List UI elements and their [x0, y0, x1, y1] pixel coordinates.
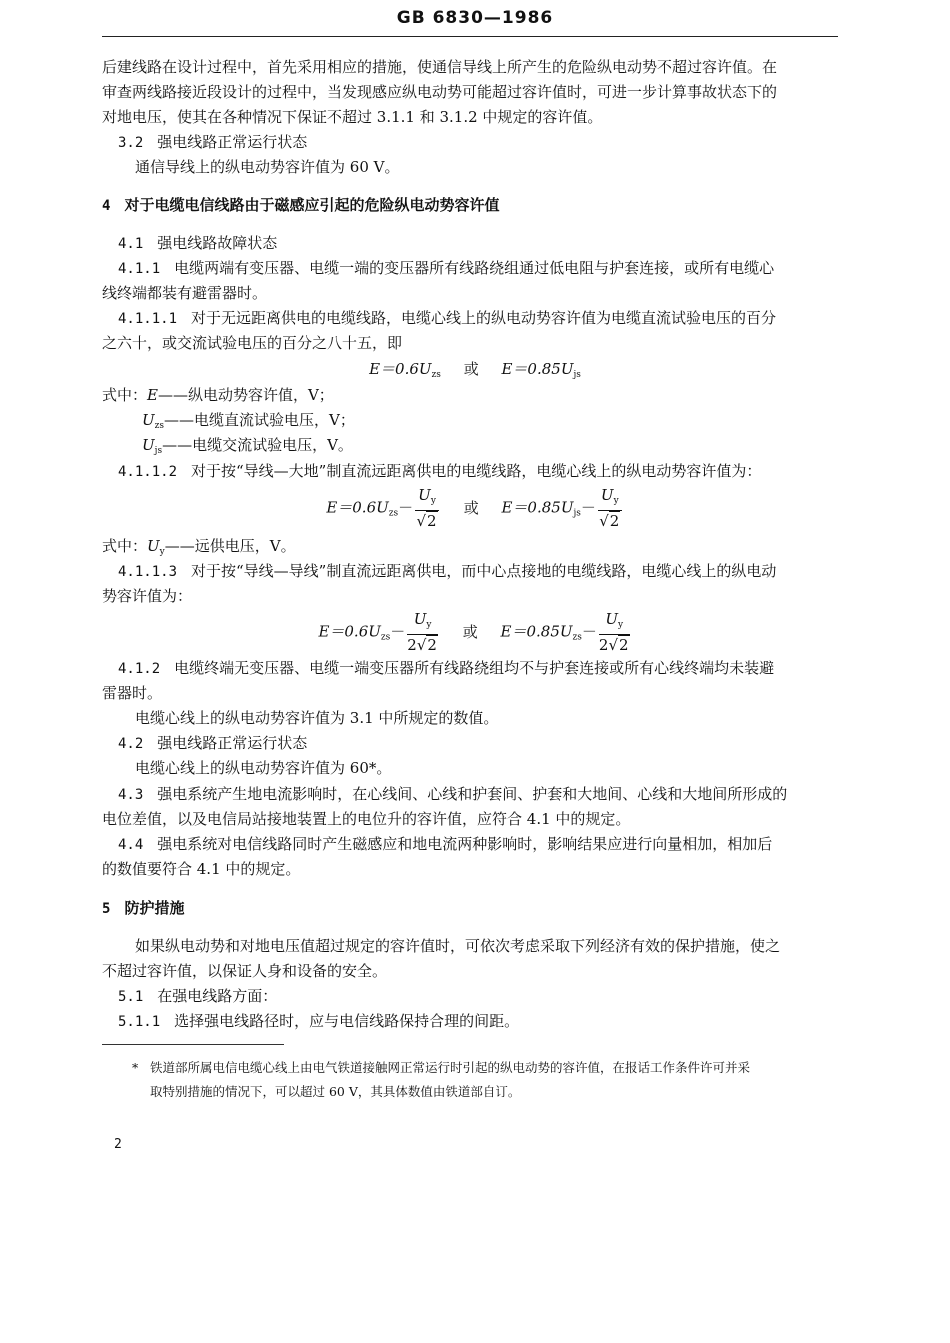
formula-minus: － — [398, 498, 414, 517]
denominator-coefficient: 2 — [598, 636, 609, 654]
footnote-rule — [102, 1044, 284, 1045]
section-title: 在强电线路方面： — [157, 987, 278, 1005]
section-number: 5.1 — [118, 989, 144, 1005]
paragraph-text: 选择强电线路径时，应与电信线路保持合理的间距。 — [174, 1012, 520, 1030]
sqrt-radicand: 2 — [619, 636, 629, 654]
section-4-1-1-2-line-1 — [118, 461, 761, 482]
section-5-line-2: 不超过容许值，以保证人身和设备的安全。 — [102, 962, 388, 980]
symbol-subscript: y — [613, 496, 619, 506]
symbol: U — [413, 610, 427, 628]
page-number: 2 — [114, 1137, 122, 1152]
symbol-subscript: js — [154, 446, 163, 456]
section-number: 3.2 — [118, 135, 144, 151]
section-5-1-1 — [118, 1011, 519, 1032]
where-line-e — [102, 385, 334, 405]
fraction-numerator — [407, 610, 438, 635]
section-4-2-text: 电缆心线上的纵电动势容许值为 60*。 — [135, 759, 392, 777]
symbol: U — [147, 537, 160, 555]
symbol-subscript: y — [430, 496, 436, 506]
section-4-1-2-line-1 — [118, 658, 774, 679]
symbol: U — [418, 486, 431, 504]
where-line-ujs — [142, 435, 353, 461]
symbol: U — [142, 436, 155, 454]
where-line-uy — [102, 536, 296, 562]
section-5-line-1: 如果纵电动势和对地电压值超过规定的容许值时，可依次考虑采取下列经济有效的保护措施，使之 — [135, 937, 781, 955]
formula-or: 或 — [462, 622, 478, 641]
section-title: 强电线路故障状态 — [157, 234, 278, 252]
symbol-subscript: y — [159, 547, 165, 557]
symbol: U — [600, 486, 614, 504]
fraction-denominator: √2 — [416, 512, 437, 530]
symbol-subscript: y — [426, 620, 432, 630]
sqrt-radicand: 2 — [427, 512, 437, 530]
section-5-1-heading — [118, 986, 277, 1007]
where-line-uzs — [142, 410, 355, 436]
formula-left: E＝0.6U — [369, 360, 432, 378]
formula-subscript: zs — [431, 370, 441, 380]
fraction-numerator — [598, 486, 622, 511]
definition: ——远供电压，V。 — [164, 537, 296, 555]
section-4-1-1-1-line-1 — [118, 308, 776, 329]
symbol: U — [142, 411, 155, 429]
definition: ——纵电动势容许值，V； — [157, 386, 334, 404]
section-number: 4.1.1.1 — [118, 311, 178, 327]
section-title: 强电线路正常运行状态 — [157, 133, 308, 151]
section-title: 对于电缆电信线路由于磁感应引起的危险纵电动势容许值 — [124, 196, 500, 214]
fraction-denominator: 2√2 — [407, 636, 437, 654]
formula-left: E＝0.6U — [326, 498, 389, 517]
intro-line-3: 对地电压，使其在各种情况下保证不超过 3.1.1 和 3.1.2 中规定的容许值。 — [102, 108, 603, 126]
definition: ——电缆直流试验电压，V； — [164, 411, 355, 429]
section-number: 4.3 — [118, 787, 144, 803]
footnote-line-1: 铁道部所属电信电缆心线上由电气铁道接触网正常运行时引起的纵电动势的容许值，在报话工作条件许可并采 — [150, 1060, 751, 1075]
formula-fraction — [415, 486, 439, 531]
formula-left: E＝0.6U — [318, 622, 381, 641]
symbol: E — [147, 386, 158, 404]
denominator-coefficient: 2 — [407, 636, 417, 654]
sqrt-radicand: 2 — [427, 636, 437, 654]
section-4-1-2-line-2: 雷器时。 — [102, 684, 163, 702]
formula-fraction — [407, 610, 438, 655]
intro-line-1: 后建线路在设计过程中，首先采用相应的措施，使通信导线上所产生的危险纵电动势不超过容许值。在 — [102, 58, 778, 76]
section-number: 5.1.1 — [118, 1014, 161, 1030]
symbol: U — [605, 610, 619, 628]
section-number: 4.1.1 — [118, 261, 161, 277]
section-4-1-1-3-line-2: 势容许值为： — [102, 587, 193, 605]
section-number: 4.4 — [118, 837, 144, 853]
section-number: 4.2 — [118, 736, 144, 752]
section-number: 4.1.1.2 — [118, 464, 178, 480]
where-prefix: 式中： — [102, 537, 148, 555]
paragraph-text: 强电系统产生地电流影响时，在心线间、心线和护套间、护套和大地间、心线和大地间所形成的 — [157, 785, 788, 803]
section-4-4-line-2: 的数值要符合 4.1 中的规定。 — [102, 860, 301, 878]
formula-right: E＝0.85U — [501, 360, 574, 378]
formula-subscript: zs — [388, 508, 399, 519]
section-number: 5 — [102, 901, 111, 917]
section-4-1-1-line-1 — [118, 258, 774, 279]
footnote-line-2: 取特别措施的情况下，可以超过 60 V，其具体数值由铁道部自订。 — [150, 1084, 521, 1099]
paragraph-text: 电缆终端无变压器、电缆一端变压器所有线路绕组均不与护套连接或所有心线终端均未装避 — [174, 659, 775, 677]
paragraph-text: 电缆两端有变压器、电缆一端的变压器所有线路绕组通过低电阻与护套连接，或所有电缆心 — [174, 259, 775, 277]
formula-right: E＝0.85U — [500, 622, 573, 641]
intro-line-2: 审查两线路接近段设计的过程中，当发现感应纵电动势可能超过容许值时，可进一步计算事故状态下的 — [102, 83, 778, 101]
fraction-numerator — [599, 610, 630, 635]
section-3-2-heading — [118, 132, 307, 153]
formula-minus: － — [580, 498, 596, 517]
section-4-1-heading — [118, 233, 277, 254]
section-4-1-1-line-2: 线终端都装有避雷器时。 — [102, 284, 268, 302]
page-header: GB 6830—1986 — [396, 8, 554, 28]
footnote-mark: * — [132, 1060, 139, 1075]
formula-4-1-1-1 — [0, 358, 950, 380]
formula-right: E＝0.85U — [501, 498, 574, 517]
fraction-denominator: √2 — [599, 512, 620, 530]
section-4-3-line-1 — [118, 784, 787, 805]
section-number: 4.1 — [118, 236, 144, 252]
formula-4-1-1-3 — [0, 610, 950, 655]
formula-minus: － — [390, 622, 406, 641]
fraction-denominator: 2√2 — [598, 636, 629, 654]
formula-or: 或 — [463, 498, 479, 517]
section-4-4-line-1 — [118, 834, 772, 855]
paragraph-text: 对于无远距离供电的电缆线路，电缆心线上的纵电动势容许值为电缆直流试验电压的百分 — [191, 309, 777, 327]
section-5-heading — [102, 898, 184, 919]
symbol-subscript: y — [618, 620, 624, 630]
formula-subscript: js — [573, 370, 581, 380]
section-4-2-heading — [118, 733, 307, 754]
paragraph-text: 对于按“导线—大地”制直流远距离供电的电缆线路，电缆心线上的纵电动势容许值为： — [191, 462, 762, 480]
formula-fraction — [598, 486, 622, 531]
section-4-1-2-line-3: 电缆心线上的纵电动势容许值为 3.1 中所规定的数值。 — [135, 709, 499, 727]
section-number: 4.1.1.3 — [118, 564, 178, 580]
section-title: 防护措施 — [124, 899, 185, 917]
section-number: 4.1.2 — [118, 661, 161, 677]
paragraph-text: 强电系统对电信线路同时产生磁感应和地电流两种影响时，影响结果应进行向量相加，相加后 — [157, 835, 773, 853]
paragraph-text: 对于按“导线—导线”制直流远距离供电，而中心点接地的电缆线路，电缆心线上的纵电动 — [191, 562, 777, 580]
formula-subscript: zs — [380, 632, 391, 643]
formula-or: 或 — [463, 360, 479, 378]
formula-4-1-1-2 — [0, 486, 950, 531]
definition: ——电缆交流试验电压，V。 — [162, 436, 353, 454]
section-4-1-1-1-line-2: 之六十，或交流试验电压的百分之八十五，即 — [102, 334, 403, 352]
symbol-subscript: zs — [154, 421, 165, 431]
section-number: 4 — [102, 198, 111, 214]
section-4-heading — [102, 195, 499, 216]
formula-subscript: js — [573, 508, 581, 519]
sqrt-radicand: 2 — [609, 512, 620, 530]
where-prefix: 式中： — [102, 386, 148, 404]
formula-fraction — [599, 610, 630, 655]
formula-minus: － — [581, 622, 597, 641]
formula-subscript: zs — [572, 632, 582, 643]
header-rule — [102, 36, 838, 37]
section-3-2-text: 通信导线上的纵电动势容许值为 60 V。 — [135, 158, 400, 176]
fraction-numerator — [415, 486, 439, 511]
section-title: 强电线路正常运行状态 — [157, 734, 308, 752]
section-4-1-1-3-line-1 — [118, 561, 776, 582]
section-4-3-line-2: 电位差值，以及电信局站接地装置上的电位升的容许值，应符合 4.1 中的规定。 — [102, 810, 631, 828]
